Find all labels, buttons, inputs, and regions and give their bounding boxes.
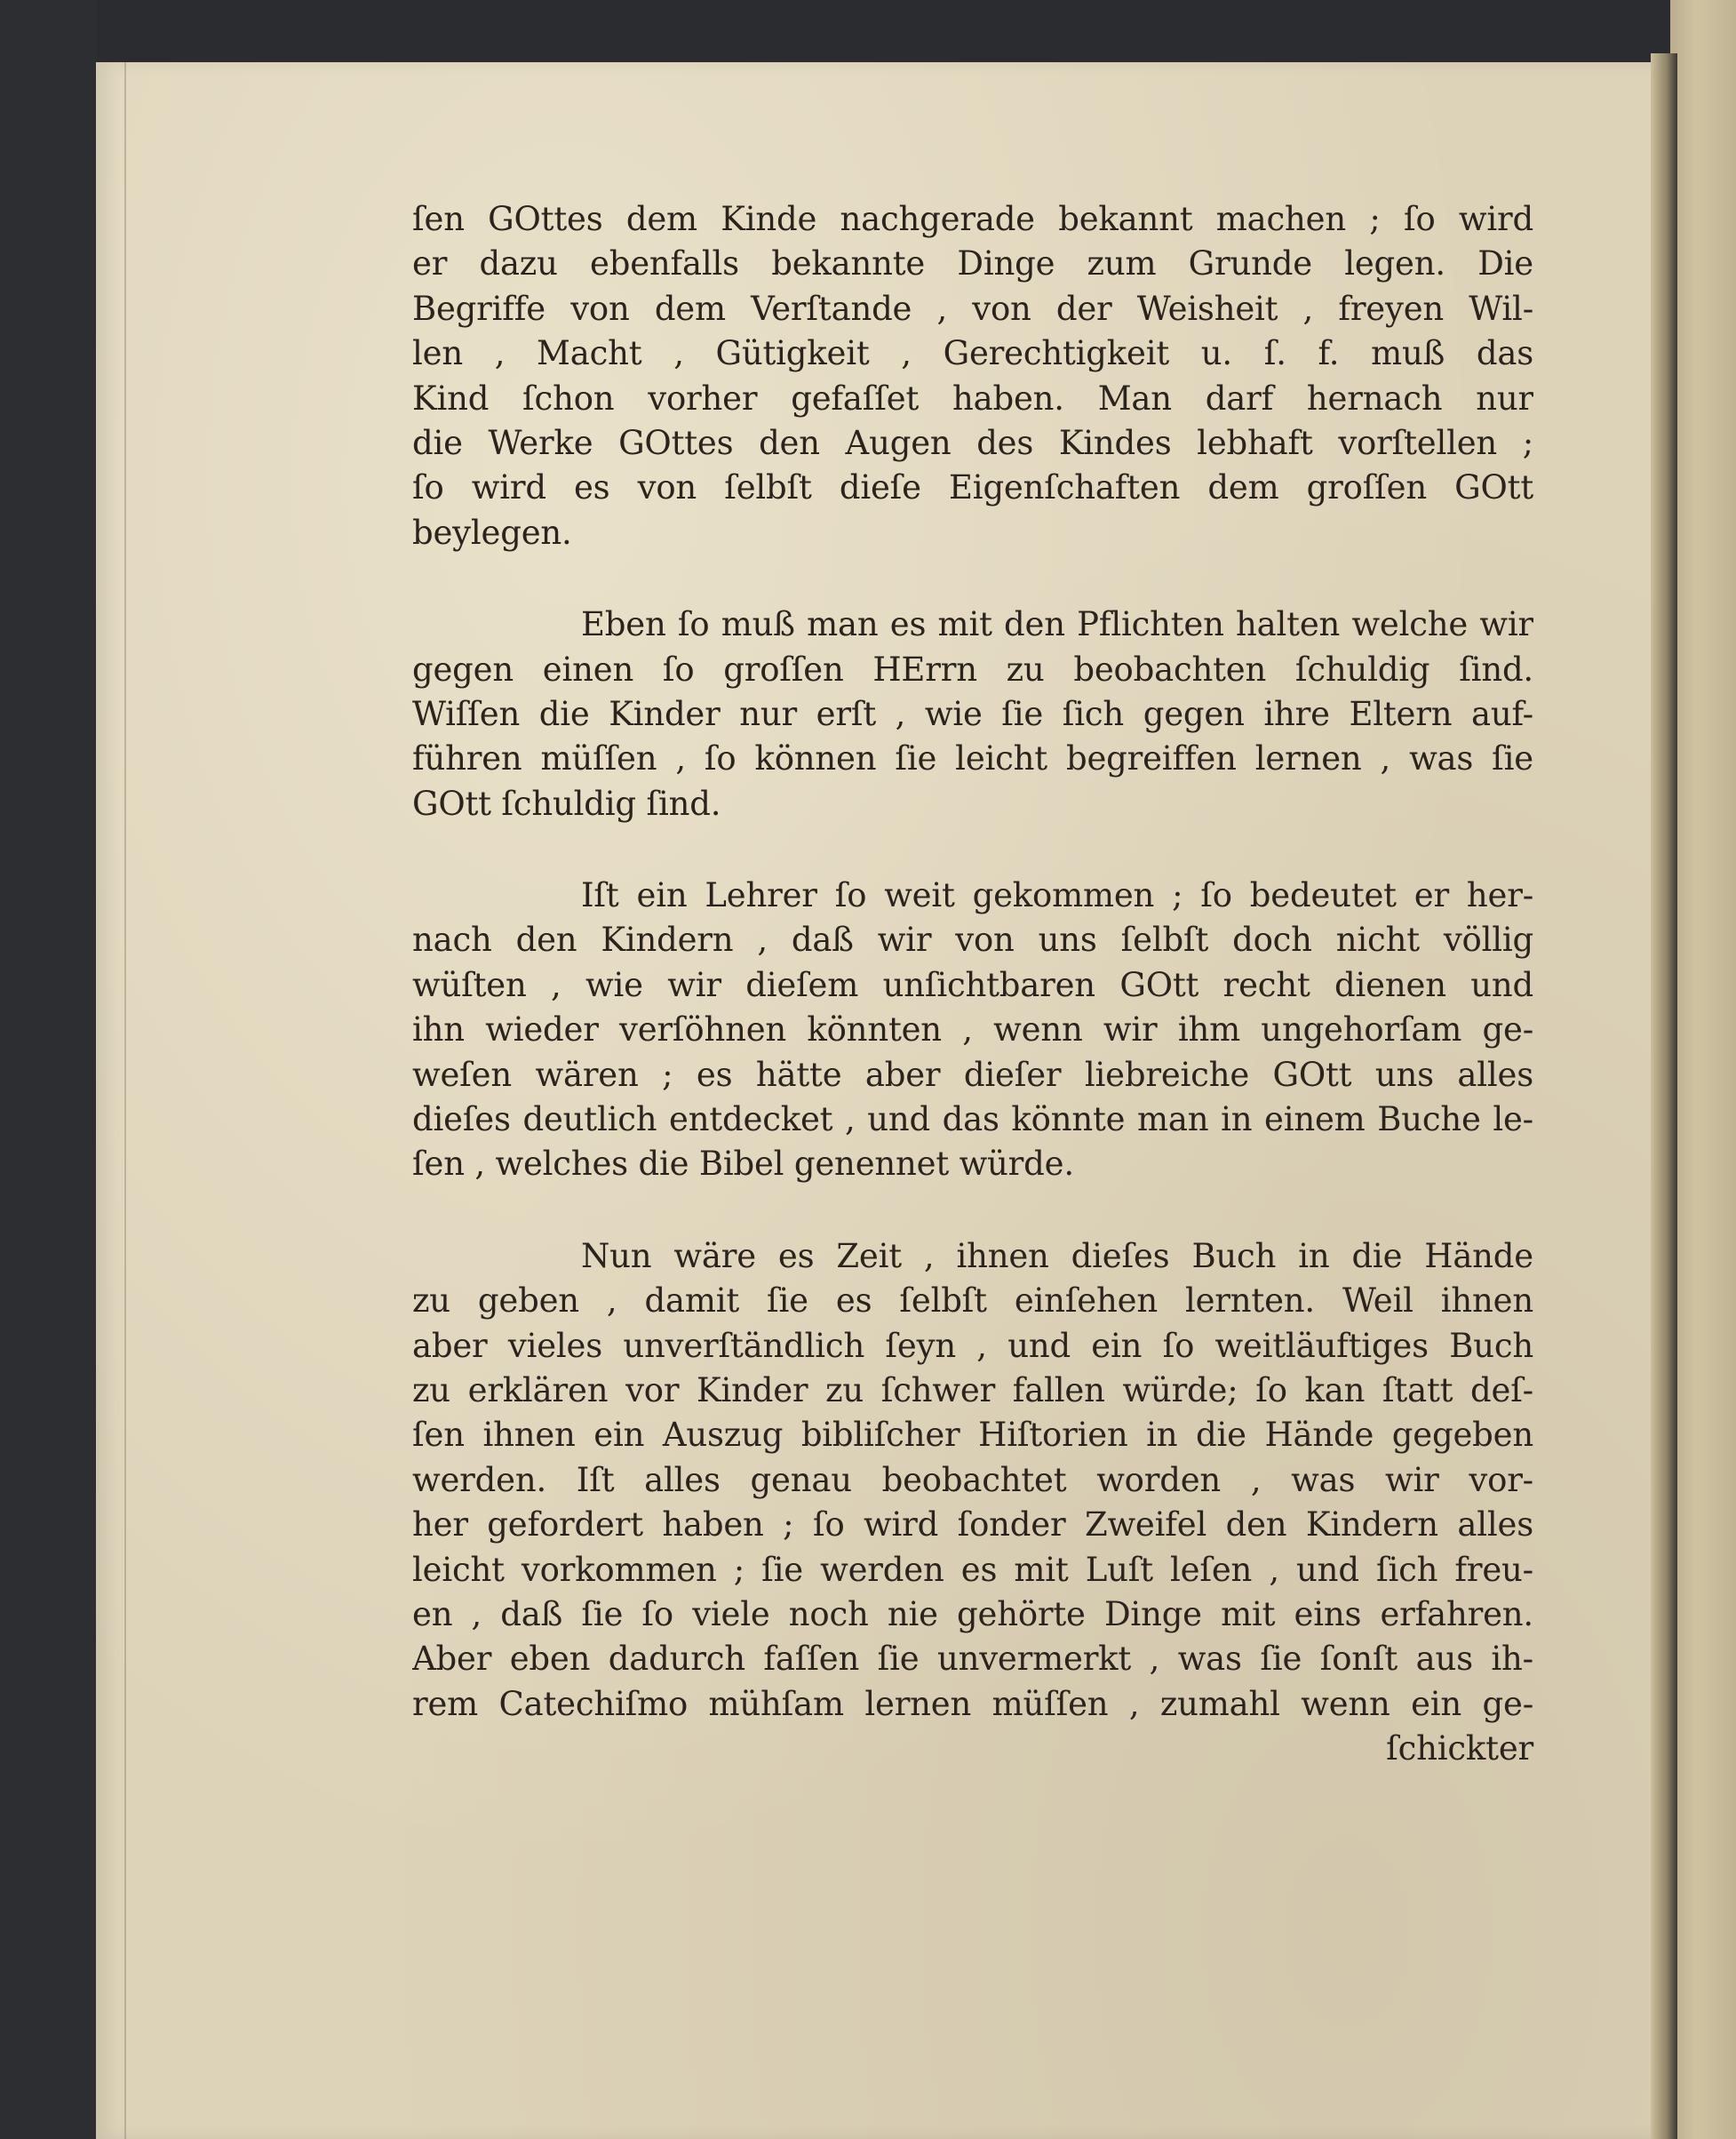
text-line: gegen einen ſo groſſen HErrn zu beobachten ſchuldig ſind.	[412, 650, 1533, 689]
text-line: nach den Kindern , daß wir von uns ſelbſt doch nicht völlig	[412, 921, 1533, 960]
page-gutter-shadow	[1651, 53, 1677, 2139]
page-text-block	[412, 197, 1533, 1772]
text-line: werden. Iſt alles genau beobachtet worden , was wir vor-	[412, 1460, 1533, 1499]
paragraph-2	[412, 603, 1533, 826]
text-line: ſo wird es von ſelbſt dieſe Eigenſchaften dem groſſen GOtt	[412, 468, 1533, 507]
catchword: ſchickter	[1386, 1729, 1533, 1768]
paragraph-gap	[412, 826, 1533, 874]
paragraph-gap	[412, 1187, 1533, 1234]
text-line: Iſt ein Lehrer ſo weit gekommen ; ſo bedeutet er her-	[581, 876, 1533, 915]
text-line: Begriffe von dem Verſtande , von der Weisheit , freyen Wil-	[412, 289, 1533, 328]
paragraph-3	[412, 874, 1533, 1187]
text-line: weſen wären ; es hätte aber dieſer liebreiche GOtt uns alles	[412, 1055, 1533, 1094]
text-line: ihn wieder verſöhnen könnten , wenn wir ihm ungehorſam ge-	[412, 1010, 1533, 1050]
text-line: len , Macht , Gütigkeit , Gerechtigkeit u. ſ. f. muß das	[412, 334, 1533, 373]
text-line: Kind ſchon vorher gefaſſet haben. Man darf hernach nur	[412, 379, 1533, 418]
text-line: er dazu ebenfalls bekannte Dinge zum Grunde legen. Die	[412, 244, 1533, 283]
page-fold-line	[124, 62, 126, 2139]
text-line: die Werke GOttes den Augen des Kindes lebhaft vorſtellen ;	[412, 423, 1533, 462]
text-line: Aber eben dadurch faſſen ſie unvermerkt , was ſie ſonſt aus ih-	[412, 1640, 1533, 1679]
text-line: zu geben , damit ſie es ſelbſt einſehen lernten. Weil ihnen	[412, 1281, 1533, 1321]
paragraph-4	[412, 1234, 1533, 1727]
text-line: ſen , welches die Bibel genennet würde.	[412, 1145, 1074, 1184]
text-line: rem Catechiſmo mühſam lernen müſſen , zumahl wenn ein ge-	[412, 1684, 1533, 1723]
text-line: her gefordert haben ; ſo wird ſonder Zweifel den Kindern alles	[412, 1505, 1533, 1544]
text-line: aber vieles unverſtändlich ſeyn , und ein ſo weitläuftiges Buch	[412, 1326, 1533, 1365]
scan-background-left	[0, 0, 98, 2139]
text-line: en , daß ſie ſo viele noch nie gehörte Dinge mit eins erfahren.	[412, 1594, 1533, 1633]
text-line: ſen GOttes dem Kinde nachgerade bekannt machen ; ſo wird	[412, 200, 1533, 238]
text-line: zu erklären vor Kinder zu ſchwer fallen würde; ſo kan ſtatt deſ-	[412, 1370, 1533, 1409]
paragraph-1	[412, 197, 1533, 555]
scan-background-top	[0, 0, 1736, 62]
text-line: Eben ſo muß man es mit den Pflichten halten welche wir	[581, 605, 1533, 644]
text-line: GOtt ſchuldig ſind.	[412, 784, 721, 823]
text-line: Nun wäre es Zeit , ihnen dieſes Buch in die Hände	[581, 1236, 1533, 1275]
facing-page-edge	[1670, 0, 1736, 2139]
text-line: Wiſſen die Kinder nur erſt , wie ſie ſich gegen ihre Eltern auf-	[412, 694, 1533, 733]
text-line: führen müſſen , ſo können ſie leicht begreiffen lernen , was ſie	[412, 739, 1533, 778]
text-line: dieſes deutlich entdecket , und das könnte man in einem Buche le-	[412, 1100, 1533, 1139]
paragraph-gap	[412, 555, 1533, 603]
text-line: beylegen.	[412, 513, 572, 552]
text-line: wüſten , wie wir dieſem unſichtbaren GOtt recht dienen und	[412, 965, 1533, 1004]
text-line: ſen ihnen ein Auszug bibliſcher Hiſtorien in die Hände gegeben	[412, 1416, 1533, 1455]
text-line: leicht vorkommen ; ſie werden es mit Luſt leſen , und ſich freu-	[412, 1550, 1533, 1589]
